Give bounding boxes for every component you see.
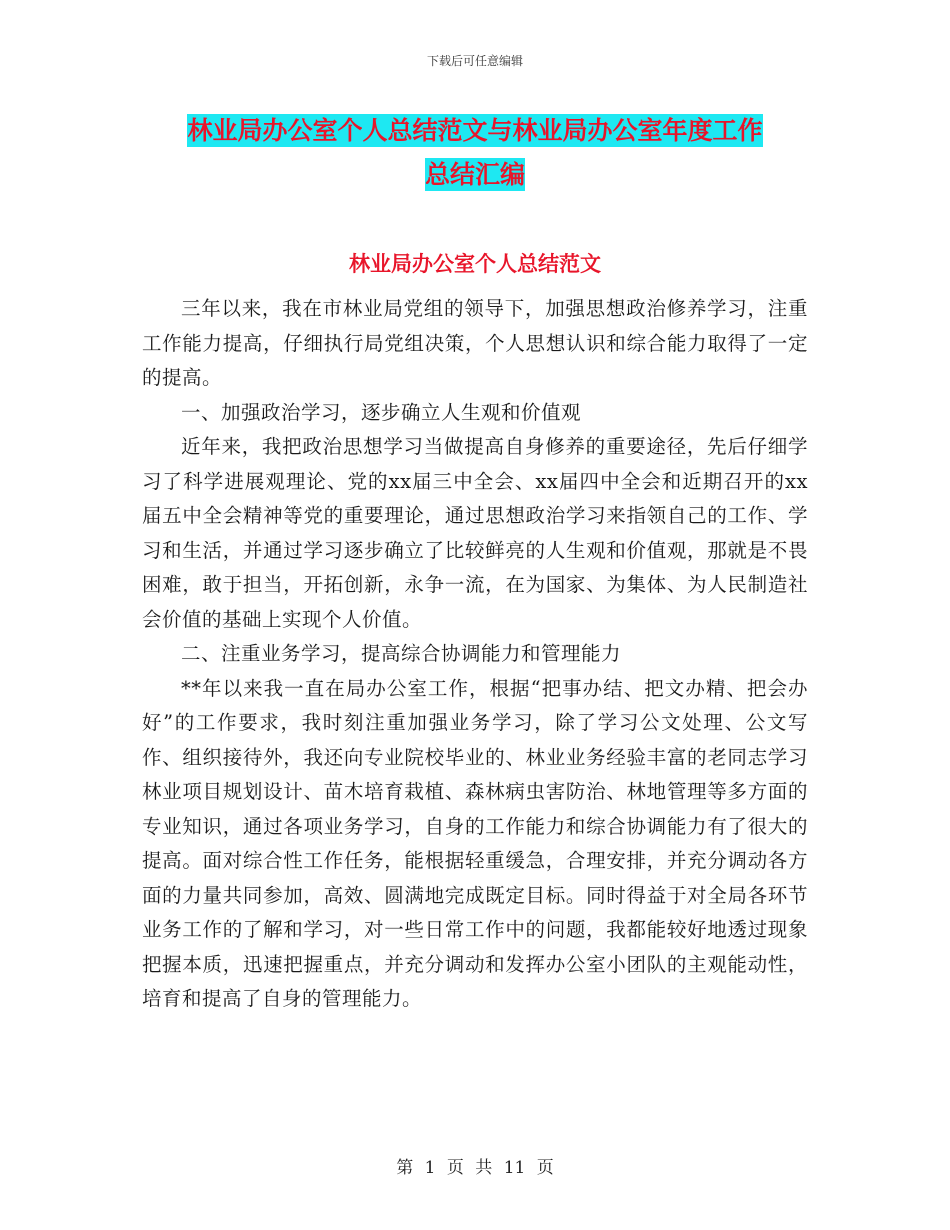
paragraph-heading-1: 一、加强政治学习，逐步确立人生观和价值观 xyxy=(181,400,582,424)
paragraph-business-study: **年以来我一直在局办公室工作，根据“把事办结、把文办精、把会办好”的工作要求，我时刻注重加强业务学习，除了学习公文处理、公文写作、组织接待外，我还向专业院校毕业的、林业业务经验丰富的老同志学习林业项目规划设计、苗木培育栽植、森林病虫害防治、林地管理等多方面的专业知识，通过各项业务学习，自身的工作能力和综合协调能力有了很大的提高。面对综合性工作任务，能根据轻重缓急，合理安排，并充分调动各方面的力量共同参加，高效、圆满地完成既定目标。同时得益于对全局各环节业务工作的了解和学习，对一些日常工作中的问题，我都能较好地透过现象把握本质，迅速把握重点，并充分调动和发挥办公室小团队的主观能动性，培育和提高了自身的管理能力。 xyxy=(142,676,808,1010)
document-body xyxy=(142,292,808,1017)
paragraph-heading-2: 二、注重业务学习，提高综合协调能力和管理能力 xyxy=(181,642,622,665)
paragraph-political-study: 近年来，我把政治思想学习当做提高自身修养的重要途径，先后仔细学习了科学进展观理论、党的xx届三中全会、xx届四中全会和近期召开的xx届五中全会精神等党的重要理论，通过思想政治学习来指领自己的工作、学习和生活，并通过学习逐步确立了比较鲜亮的人生观和价值观，那就是不畏困难，敢于担当，开拓创新，永争一流，在为国家、为集体、为人民制造社会价值的基础上实现个人价值。 xyxy=(142,435,808,631)
page-header-note: 下载后可任意编辑 xyxy=(426,54,523,68)
document-title xyxy=(0,110,950,196)
paragraph-intro: 三年以来，我在市林业局党组的领导下，加强思想政治修养学习，注重工作能力提高，仔细执行局党组决策，个人思想认识和综合能力取得了一定的提高。 xyxy=(142,297,808,389)
section-title: 林业局办公室个人总结范文 xyxy=(349,252,601,276)
document-title-line2: 总结汇编 xyxy=(424,160,525,189)
page-number: 第 1 页 共 11 页 xyxy=(396,1158,554,1178)
document-title-line1: 林业局办公室个人总结范文与林业局办公室年度工作 xyxy=(187,116,763,145)
